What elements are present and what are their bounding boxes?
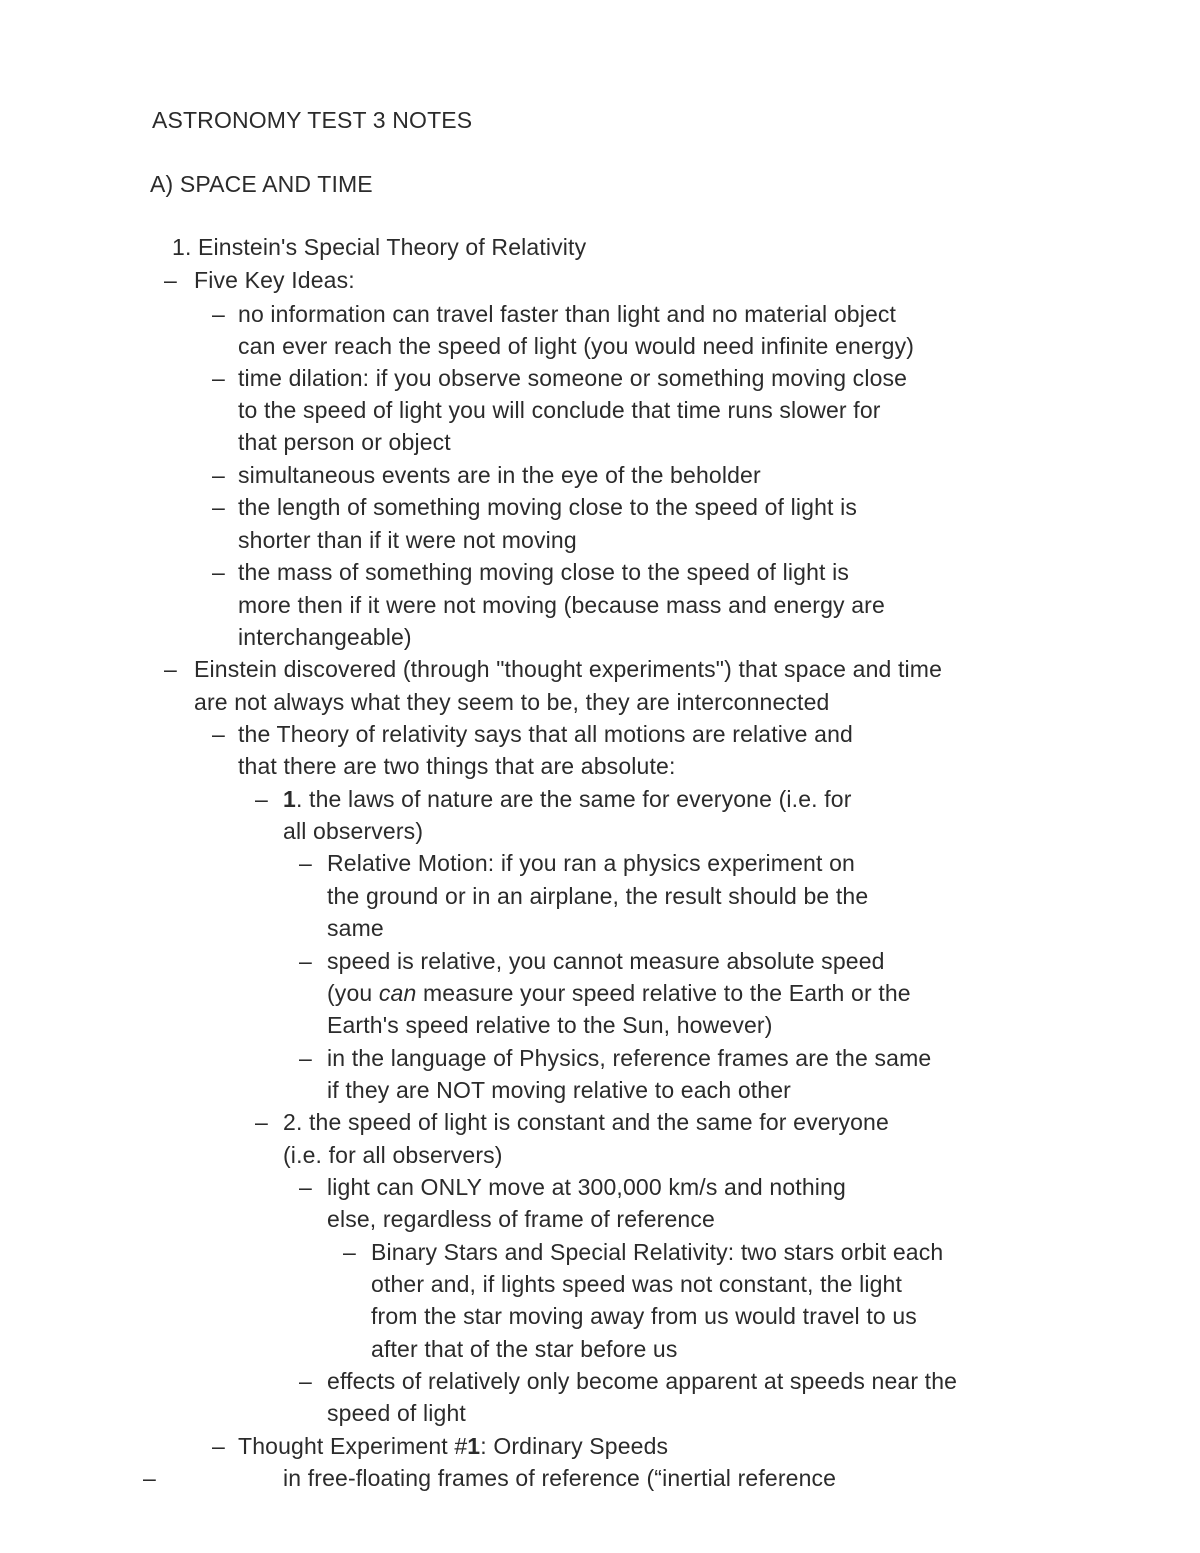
list-item-continuation: else, regardless of frame of reference <box>327 1206 715 1232</box>
bold-number: 1 <box>283 786 296 812</box>
list-item: in the language of Physics, reference frames are the same <box>327 1045 932 1071</box>
list-item-continuation: that there are two things that are absolute: <box>238 753 676 779</box>
bullet-dash: – <box>299 1174 312 1200</box>
bullet-dash: – <box>212 1433 225 1459</box>
list-item: the Theory of relativity says that all motions are relative and <box>238 721 853 747</box>
list-item-continuation: if they are NOT moving relative to each other <box>327 1077 791 1103</box>
bullet-dash: – <box>343 1239 356 1265</box>
italic-emphasis: can <box>378 980 417 1006</box>
bullet-dash: – <box>212 494 225 520</box>
list-item: in free-floating frames of reference (“inertial reference <box>283 1465 837 1491</box>
list-item: Binary Stars and Special Relativity: two stars orbit each <box>371 1239 944 1265</box>
list-item-continuation: more then if it were not moving (because mass and energy are <box>238 592 885 618</box>
list-item: speed is relative, you cannot measure absolute speed <box>327 948 885 974</box>
bullet-dash: – <box>255 1109 268 1135</box>
list-item: Relative Motion: if you ran a physics experiment on <box>327 850 855 876</box>
numbered-heading: 1. Einstein's Special Theory of Relativity <box>172 234 587 260</box>
document-title: ASTRONOMY TEST 3 NOTES <box>152 107 473 133</box>
list-item-continuation: Earth's speed relative to the Sun, however) <box>327 1012 773 1038</box>
list-item: effects of relatively only become apparent at speeds near the <box>327 1368 958 1394</box>
bullet-dash: – <box>212 365 225 391</box>
list-item-text: . the laws of nature are the same for everyone (i.e. for <box>295 786 852 812</box>
list-item: Five Key Ideas: <box>194 267 355 293</box>
list-item-continuation: same <box>327 915 384 941</box>
list-item-continuation: are not always what they seem to be, they are interconnected <box>194 689 830 715</box>
bullet-dash: – <box>299 850 312 876</box>
list-item: the mass of something moving close to the speed of light is <box>238 559 850 585</box>
bullet-dash: – <box>164 267 177 293</box>
bullet-dash: – <box>255 786 268 812</box>
list-item <box>283 783 852 815</box>
bullet-dash: – <box>212 559 225 585</box>
list-item-continuation: can ever reach the speed of light (you would need infinite energy) <box>238 333 915 359</box>
list-item: no information can travel faster than light and no material object <box>238 301 897 327</box>
list-item-continuation: from the star moving away from us would travel to us <box>371 1303 917 1329</box>
bullet-dash: – <box>212 462 225 488</box>
list-item-continuation <box>327 977 911 1009</box>
list-item <box>238 1430 668 1462</box>
list-item-continuation: to the speed of light you will conclude that time runs slower for <box>238 397 881 423</box>
list-item: light can ONLY move at 300,000 km/s and nothing <box>327 1174 846 1200</box>
bullet-dash: – <box>143 1465 156 1491</box>
list-item-continuation: shorter than if it were not moving <box>238 527 577 553</box>
section-heading: A) SPACE AND TIME <box>150 171 373 197</box>
bullet-dash: – <box>299 1045 312 1071</box>
text-segment: (you <box>327 980 379 1006</box>
list-item-continuation: that person or object <box>238 429 451 455</box>
list-item-continuation: after that of the star before us <box>371 1336 678 1362</box>
bullet-dash: – <box>299 1368 312 1394</box>
list-item-continuation: other and, if lights speed was not constant, the light <box>371 1271 903 1297</box>
text-segment: : Ordinary Speeds <box>480 1433 669 1459</box>
bullet-dash: – <box>164 656 177 682</box>
bullet-dash: – <box>212 721 225 747</box>
list-item: Einstein discovered (through "thought experiments") that space and time <box>194 656 943 682</box>
bullet-dash: – <box>212 301 225 327</box>
list-item-continuation: speed of light <box>327 1400 466 1426</box>
bold-number: 1 <box>467 1433 481 1459</box>
list-item: time dilation: if you observe someone or something moving close <box>238 365 908 391</box>
list-item-continuation: interchangeable) <box>238 624 412 650</box>
list-item-continuation: the ground or in an airplane, the result should be the <box>327 883 869 909</box>
text-segment: measure your speed relative to the Earth or the <box>416 980 911 1006</box>
bullet-dash: – <box>299 948 312 974</box>
list-item-continuation: all observers) <box>283 818 424 844</box>
text-segment: Thought Experiment # <box>238 1433 468 1459</box>
list-item: 2. the speed of light is constant and the same for everyone <box>283 1109 889 1135</box>
list-item: the length of something moving close to the speed of light is <box>238 494 858 520</box>
list-item-continuation: (i.e. for all observers) <box>283 1142 503 1168</box>
list-item: simultaneous events are in the eye of the beholder <box>238 462 761 488</box>
